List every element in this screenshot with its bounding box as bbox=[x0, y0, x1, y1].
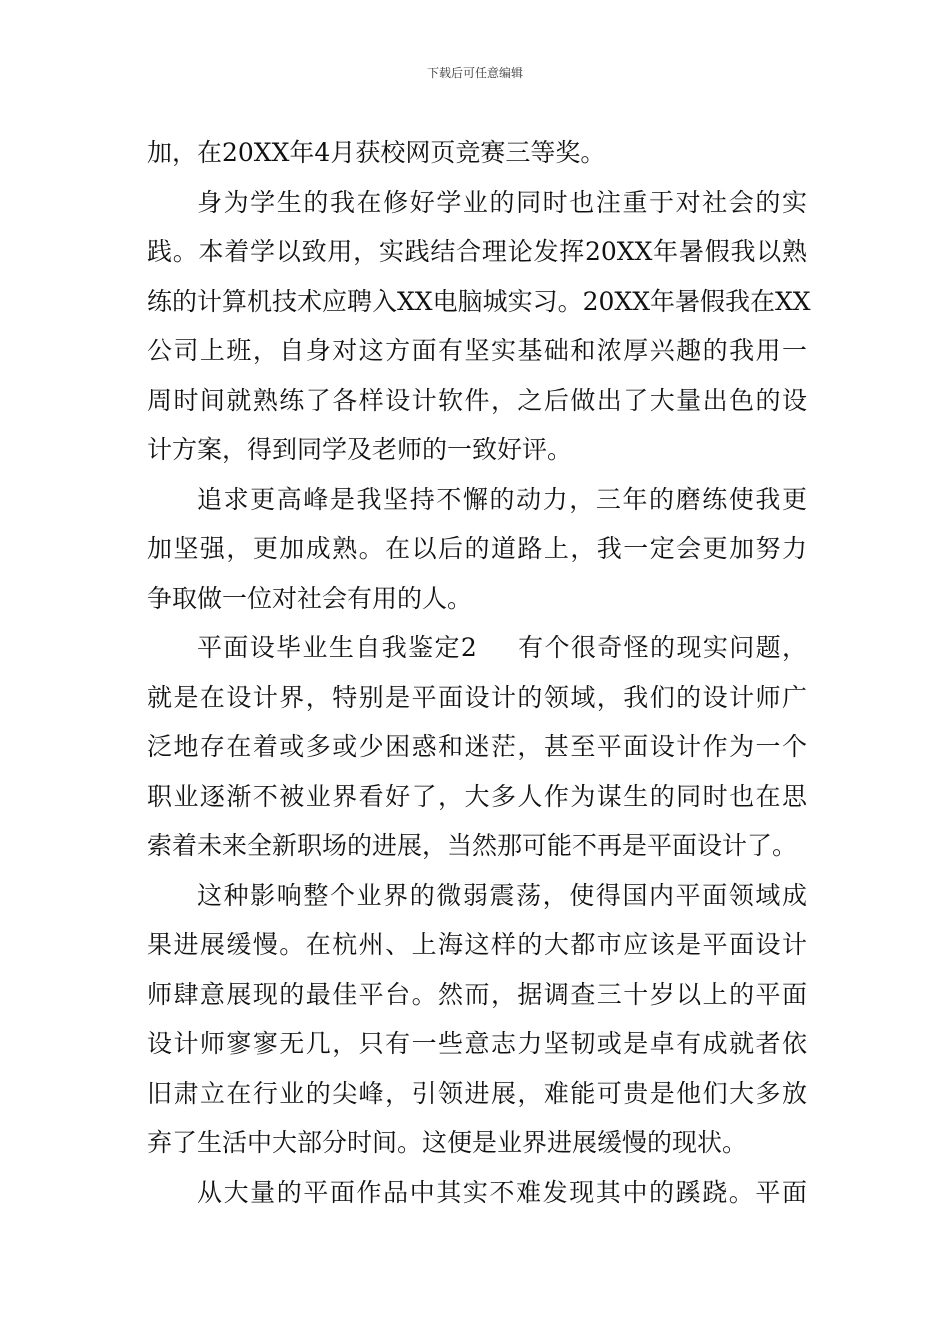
text-line-heading bbox=[147, 623, 807, 673]
text-line: 果进展缓慢。在杭州、上海这样的大都市应该是平面设计 bbox=[147, 930, 807, 959]
text-line: 泛地存在着或多或少困惑和迷茫，甚至平面设计作为一个 bbox=[147, 732, 807, 761]
text-line: 职业逐渐不被业界看好了，大多人作为谋生的同时也在思 bbox=[147, 781, 807, 811]
text-line: 加，在20XX年4月获校网页竞赛三等奖。 bbox=[147, 138, 606, 167]
text-line: 计方案，得到同学及老师的一致好评。 bbox=[147, 435, 573, 464]
text-line: 旧肃立在行业的尖峰，引领进展，难能可贵是他们大多放 bbox=[147, 1078, 807, 1108]
text-line: 周时间就熟练了各样设计软件，之后做出了大量出色的设 bbox=[147, 385, 807, 415]
section-heading: 平面设毕业生自我鉴定2 bbox=[197, 633, 477, 662]
text-line: 弃了生活中大部分时间。这便是业界进展缓慢的现状。 bbox=[147, 1128, 748, 1157]
text-line: 从大量的平面作品中其实不难发现其中的蹊跷。平面 bbox=[197, 1177, 807, 1207]
text-line: 践。本着学以致用，实践结合理论发挥20XX年暑假我以熟 bbox=[147, 237, 807, 266]
text-line: 争取做一位对社会有用的人。 bbox=[147, 583, 473, 613]
text-line: 追求更高峰是我坚持不懈的动力，三年的磨练使我更 bbox=[197, 484, 807, 514]
text-line: 索着未来全新职场的进展，当然那可能不再是平面设计了。 bbox=[147, 831, 798, 860]
text-line: 这种影响整个业界的微弱震荡，使得国内平面领域成 bbox=[197, 880, 807, 910]
text-line: 设计师寥寥无几，只有一些意志力坚韧或是卓有成就者依 bbox=[147, 1029, 807, 1058]
document-body bbox=[147, 128, 811, 1217]
text-line: 师肆意展现的最佳平台。然而，据调查三十岁以上的平面 bbox=[147, 979, 807, 1009]
text-line: 公司上班，自身对这方面有坚实基础和浓厚兴趣的我用一 bbox=[147, 336, 807, 365]
text-line: 身为学生的我在修好学业的同时也注重于对社会的实 bbox=[197, 187, 807, 217]
text-line: 加坚强，更加成熟。在以后的道路上，我一定会更加努力 bbox=[147, 534, 807, 563]
heading-continuation: 有个很奇怪的现实问题， bbox=[516, 633, 807, 662]
page-header: 下载后可任意编辑 bbox=[426, 66, 523, 80]
text-line: 就是在设计界，特别是平面设计的领域，我们的设计师广 bbox=[147, 682, 807, 712]
text-line: 练的计算机技术应聘入XX电脑城实习。20XX年暑假我在XX bbox=[147, 286, 811, 316]
